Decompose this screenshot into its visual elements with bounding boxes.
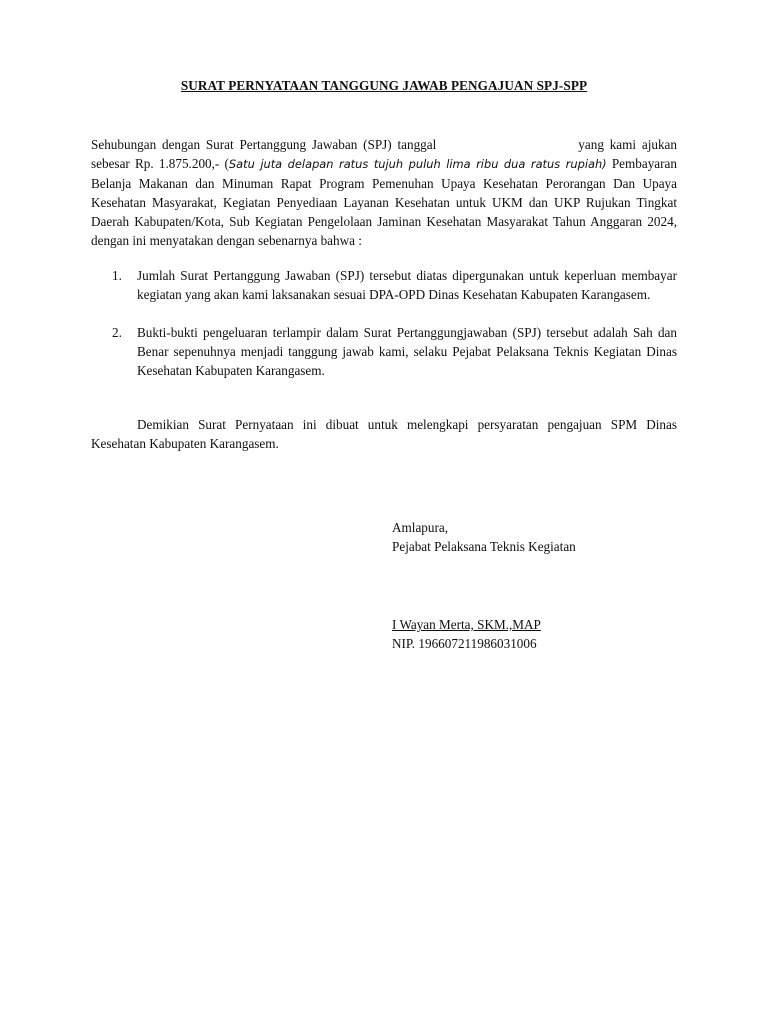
closing-paragraph: Demikian Surat Pernyataan ini dibuat untuk melengkapi persyaratan pengajuan SPM Dinas Kesehatan Kabupaten Karangasem. — [91, 417, 677, 451]
statement-list — [91, 266, 677, 399]
signature-space — [392, 556, 576, 615]
list-item-text: Jumlah Surat Pertanggung Jawaban (SPJ) tersebut diatas dipergunakan untuk keperluan membayar kegiatan yang akan kami laksanakan sesuai DPA-OPD Dinas Kesehatan Kabupaten Karangasem. — [137, 268, 677, 302]
signature-position: Pejabat Pelaksana Teknis Kegiatan — [392, 539, 576, 554]
intro-part-3: Pembayaran Belanja Makanan dan Minuman Rapat Program Pemenuhan Upaya Kesehatan Perorangan Dan Upaya Kesehatan Masyarakat, Kegiatan Penyediaan Layanan Kesehatan untuk UKM dan UKP Rujukan Tingkat Daerah Kabupaten/Kota, Sub Kegiatan Pengelolaan Jaminan Kesehatan Masyarakat Tahun Anggaran 2024, dengan ini menyatakan dengan sebenarnya bahwa : — [91, 156, 677, 248]
list-item-number: 1. — [112, 268, 122, 283]
signature-block — [392, 518, 576, 653]
intro-part-2: yang kami ajukan sebesar Rp. 1.875.200,- ( — [91, 137, 678, 171]
signer-nip: NIP. 196607211986031006 — [392, 636, 537, 651]
list-item — [91, 323, 677, 380]
intro-part-1: Sehubungan dengan Surat Pertanggung Jawaban (SPJ) tanggal — [91, 137, 437, 152]
list-item-text: Bukti-bukti pengeluaran terlampir dalam Surat Pertanggungjawaban (SPJ) tersebut adalah Sah dan Benar sepenuhnya menjadi tanggung jawab kami, selaku Pejabat Pelaksana Teknis Kegiatan Dinas Kesehatan Kabupaten Karangasem. — [137, 325, 677, 378]
document-title: SURAT PERNYATAAN TANGGUNG JAWAB PENGAJUAN SPJ-SPP — [180, 78, 588, 93]
amount-in-words: Satu juta delapan ratus tujuh puluh lima ribu dua ratus rupiah) — [228, 157, 607, 171]
signer-name: I Wayan Merta, SKM.,MAP — [392, 617, 541, 632]
signature-place: Amlapura, — [392, 520, 449, 535]
intro-paragraph — [91, 135, 677, 250]
list-item — [91, 266, 677, 304]
list-item-number: 2. — [112, 325, 122, 340]
